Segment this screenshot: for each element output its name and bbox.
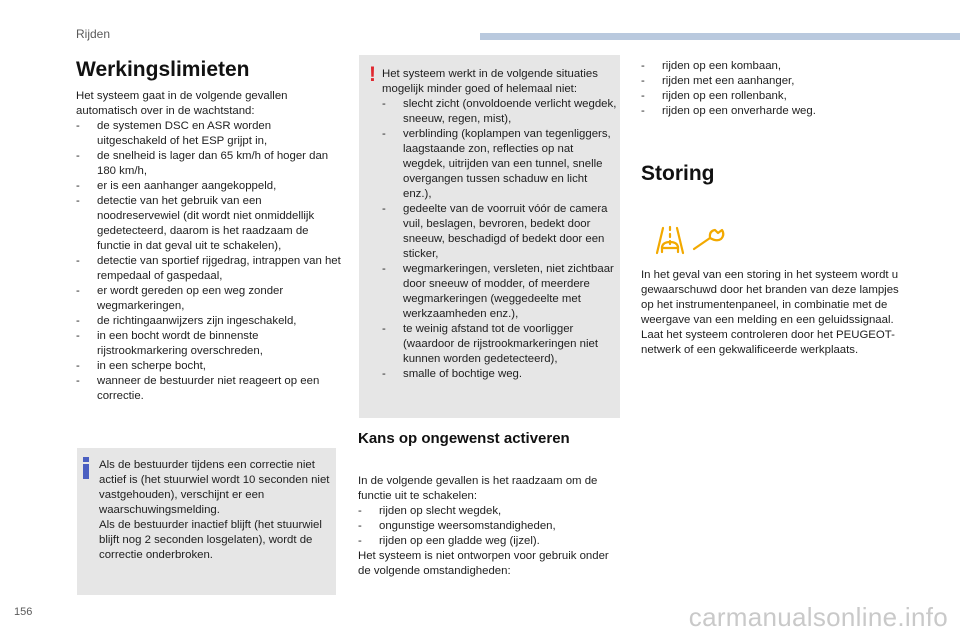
info-icon bbox=[82, 457, 90, 479]
list-item: - rijden met een aanhanger, bbox=[641, 74, 901, 89]
list-item: - te weinig afstand tot de voorligger (waardoor de rijstrookmarkeringen niet kunnen worden gedetecteerd), bbox=[382, 322, 618, 367]
list-item: - smalle of bochtige weg. bbox=[382, 367, 618, 382]
list-item: - verblinding (koplampen van tegenliggers, laagstaande zon, reflecties op nat wegdek, uitrijden van een tunnel, snelle overgangen tussen schaduw en licht enz.), bbox=[382, 127, 618, 202]
fault-title: Storing bbox=[641, 162, 715, 185]
list-item: - wanneer de bestuurder niet reageert op een correctie. bbox=[76, 374, 342, 404]
info-note-paragraph: Als de bestuurder tijdens een correctie niet actief is (het stuurwiel wordt 10 seconden niet vastgehouden), verschijnt er een waarschuwingsmelding. bbox=[99, 459, 330, 516]
service-wrench-icon bbox=[690, 222, 730, 258]
list-item: - detectie van sportief rijgedrag, intrappen van het rempedaal of gaspedaal, bbox=[76, 254, 342, 284]
list-item: - gedeelte van de voorruit vóór de camera vuil, beslagen, bevroren, bedekt door sneeuw, beschadigd of bedekt door een sticker, bbox=[382, 202, 618, 262]
list-item: - detectie van het gebruik van een noodreservewiel (dit wordt niet onmiddellijk gedetecteerd, daarom is het raadzaam de functie in dat geval uit te schakelen), bbox=[76, 194, 342, 254]
unwanted-title: Kans op ongewenst activeren bbox=[358, 430, 570, 447]
section-label: Rijden bbox=[76, 27, 111, 41]
fault-section bbox=[641, 268, 903, 358]
unwanted-list-2 bbox=[641, 59, 901, 119]
list-item: - rijden op een rollenbank, bbox=[641, 89, 901, 104]
list-item: - er wordt gereden op een weg zonder wegmarkeringen, bbox=[76, 284, 342, 314]
list-item: - wegmarkeringen, versleten, niet zichtbaar door sneeuw of modder, of meerdere wegmarkeringen (weggedeelte met werkzaamheden enz.), bbox=[382, 262, 618, 322]
list-item: - de richtingaanwijzers zijn ingeschakeld, bbox=[76, 314, 342, 329]
limits-intro: Het systeem gaat in de volgende gevallen automatisch over in de wachtstand: bbox=[76, 90, 288, 117]
info-note-text bbox=[99, 458, 332, 563]
list-item: - de snelheid is lager dan 65 km/h of hoger dan 180 km/h, bbox=[76, 149, 342, 179]
list-item: - rijden op slecht wegdek, bbox=[358, 504, 624, 519]
warning-list bbox=[382, 97, 618, 382]
limits-list bbox=[76, 119, 342, 404]
fault-paragraph: In het geval van een storing in het systeem wordt u gewaarschuwd door het branden van deze lampjes op het instrumentenpaneel, in combinatie met de weergave van een melding en een geluidssignaal. bbox=[641, 269, 899, 326]
unwanted-outro: Het systeem is niet ontworpen voor gebruik onder de volgende omstandigheden: bbox=[358, 550, 609, 577]
warning-note-text bbox=[382, 67, 618, 382]
info-note-paragraph: Als de bestuurder inactief blijft (het stuurwiel blijft nog 2 seconden losgelaten), wordt de correctie onderbroken. bbox=[99, 519, 322, 561]
list-item: - rijden op een kombaan, bbox=[641, 59, 901, 74]
list-item: - slecht zicht (onvoldoende verlicht wegdek, sneeuw, regen, mist), bbox=[382, 97, 618, 127]
list-item: - in een scherpe bocht, bbox=[76, 359, 342, 374]
list-item: - in een bocht wordt de binnenste rijstrookmarkering overschreden, bbox=[76, 329, 342, 359]
list-item: - rijden op een onverharde weg. bbox=[641, 104, 901, 119]
limits-title: Werkingslimieten bbox=[76, 58, 250, 81]
list-item: - ongunstige weersomstandigheden, bbox=[358, 519, 624, 534]
warning-intro: Het systeem werkt in de volgende situaties mogelijk minder goed of helemaal niet: bbox=[382, 68, 598, 95]
limits-section bbox=[76, 89, 342, 404]
unwanted-section bbox=[358, 474, 624, 579]
list-item: - rijden op een gladde weg (ijzel). bbox=[358, 534, 624, 549]
list-item: - de systemen DSC en ASR worden uitgeschakeld of het ESP grijpt in, bbox=[76, 119, 342, 149]
page-number: 156 bbox=[14, 606, 33, 618]
fault-paragraph: Laat het systeem controleren door het PEUGEOT-netwerk of een gekwalificeerde werkplaats. bbox=[641, 329, 895, 356]
unwanted-list bbox=[358, 504, 624, 549]
unwanted-continued bbox=[641, 59, 901, 119]
list-item: - er is een aanhanger aangekoppeld, bbox=[76, 179, 342, 194]
unwanted-intro: In de volgende gevallen is het raadzaam om de functie uit te schakelen: bbox=[358, 475, 598, 502]
warning-icon: ! bbox=[369, 63, 376, 86]
fault-indicator-icons bbox=[648, 222, 738, 263]
header-bar bbox=[480, 33, 960, 40]
watermark: carmanualsonline.info bbox=[688, 602, 948, 632]
